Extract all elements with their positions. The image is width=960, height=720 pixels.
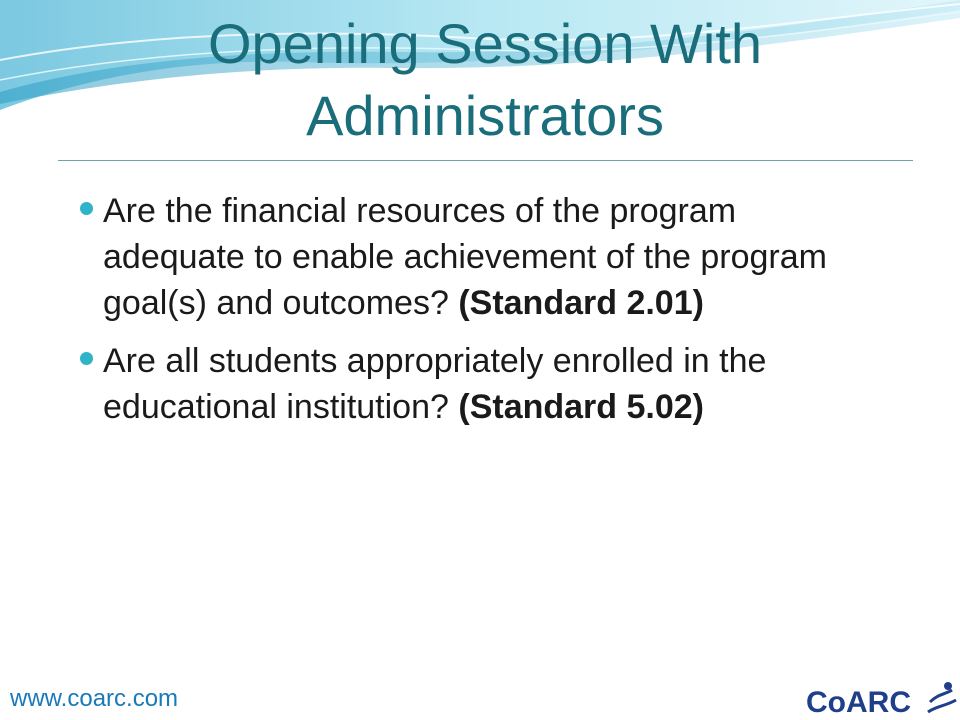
bullet-dot-icon bbox=[80, 352, 93, 365]
slide-title-line-1: Opening Session With bbox=[207, 12, 763, 75]
slide-title-line-2: Administrators bbox=[306, 84, 664, 147]
title-divider bbox=[58, 160, 913, 161]
bullet-dot-icon bbox=[80, 202, 93, 215]
coarc-logo bbox=[800, 672, 960, 720]
slide-title bbox=[60, 8, 910, 152]
bullet-list bbox=[76, 188, 876, 442]
svg-text:CoARC: CoARC bbox=[806, 686, 911, 719]
bullet-item-student-enrollment bbox=[76, 338, 876, 430]
footer-website-link[interactable]: www.coarc.com bbox=[10, 685, 179, 712]
standard-reference: (Standard 5.02) bbox=[458, 388, 704, 426]
bullet-item-financial-resources bbox=[76, 188, 876, 326]
bullet-text: Are the financial resources of the program adequate to enable achievement of the program goal(s) and outcomes? bbox=[103, 192, 827, 322]
standard-reference: (Standard 2.01) bbox=[458, 284, 704, 322]
bullet-text: Are all students appropriately enrolled in the educational institution? bbox=[103, 342, 767, 426]
